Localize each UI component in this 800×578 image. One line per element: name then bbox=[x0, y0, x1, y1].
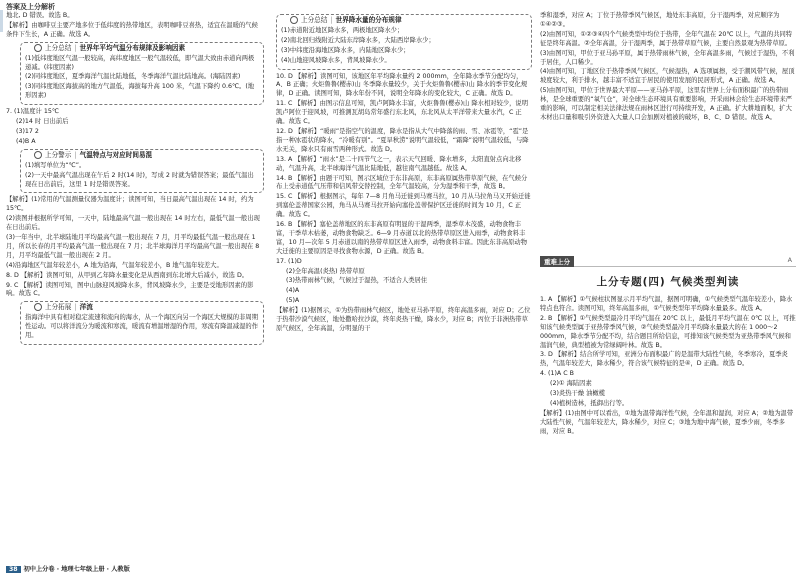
pencil-icon bbox=[34, 303, 42, 311]
book-title: 初中上分卷 · 地理七年级上册 · 人教版 bbox=[23, 566, 130, 573]
q14-answer: 14. B 【解析】由题干可知，图示区域位于东非高原，东非高原属热带草原气候，在气候分布上受赤道低气压带和信风带交替控制，全年气温较高，分为湿季和干季，故选 B。 bbox=[276, 174, 528, 191]
column-right-top bbox=[540, 12, 796, 124]
section-band bbox=[540, 256, 796, 267]
q7-line: 7. (1)温度计 15℃ bbox=[6, 108, 59, 116]
box-title: 上分总结 | 世界降水量的分布规律 bbox=[287, 16, 405, 25]
box-item: (3)中纬度沿海地区降水多，内陆地区降水少； bbox=[281, 46, 410, 54]
page-number: 38 bbox=[6, 566, 21, 573]
page-header: 答案及上分解析 bbox=[6, 3, 55, 11]
topic-q1: 1. A 【解析】①气候柱状图显示月平均气温，据图可明确，①气候类型气温年较差小，降水特点也符合。读图可知，终年高温多雨，①气候类型年平均降水量最多。故选 A。 bbox=[540, 296, 793, 312]
q7-line: (3)17 2 bbox=[16, 127, 39, 135]
q17-analysis-cont: (5)由图可知，甲位于世界最大平原——亚马孙平原，这里有世界上分布面积最广的热带雨林，是全球重要的“氧气仓”，对全球生态环境具有重要影响，开采雨林会给生态环境带来严重的影响，可以制定相关法律法规在雨林区进行可持续开发，A 正确。扩大耕地面积，扩大木材出口量和吸引外资进入大量人口会加剧对植被的破坏，B、C、D 错误。故选 A。 bbox=[540, 87, 793, 121]
section-band-label: 重难上分 bbox=[540, 256, 574, 267]
q17-analysis: 【解析】(1)据图示，①为热带雨林气候区，地处亚马孙平原，终年高温多雨，对应 D；乙位于热带沙漠气候区，地处撒哈拉沙漠，终年炎热干燥，降水少，对应 B；丙位于非洲热带草原气候区，全年高温，分明显的干 bbox=[276, 307, 531, 332]
q17-line: 17. (1)D bbox=[276, 257, 302, 265]
q5-tail: 地北, D 错误。故选 B。 bbox=[6, 12, 74, 19]
box-kind: 上分警示 bbox=[45, 150, 72, 159]
topic-q2: 2. B 【解析】①气候类型最冷月平均气温在 20℃ 以上，最低月平均气温在 0℃ 以上，可推知该气候类型属于亚热带季风气候，②气候类型最冷月平均降水量最大的在 1 000～2 000mm，降水季节分配不均，结合题目所给信息，可排知该气候类型为亚热带季风气候和温润气候，典型植被为常绿阔叶林。故选 B。 bbox=[540, 314, 796, 349]
pencil-icon bbox=[34, 44, 42, 52]
q15-answer: 15. C 【解析】根据图示，每年 7—8 月角马迁徙到马赛马拉，10 月从马拉角马又开始迁徙到塞伦盖蒂国家公园，角马从马赛马拉开始向塞伦盖蒂保护区迁徙的时间为 10 月，C 正确。故选 C。 bbox=[276, 193, 531, 219]
q7-analysis: 【解析】(1)常用的气温测量仪器为温度计；读图可知，当日最高气温出现在 14 时，约为 15℃。 bbox=[6, 196, 254, 213]
section-band-mark: A bbox=[787, 256, 792, 264]
box-heading: 世界降水量的分布规律 bbox=[335, 16, 402, 24]
pencil-icon bbox=[34, 151, 42, 159]
q17-analysis-cont: (2)由图可知，①②③④四个气候类型中均位于热带，全年气温在 20℃ 以上，气温的共同特征是终年高温。②全年高温，分干湿两季，属于热带草原气候，主要自然景观为热带草原。 bbox=[540, 30, 793, 47]
q17-line: (5)A bbox=[286, 297, 300, 305]
box-heading: 世界年平均气温分布规律及影响因素 bbox=[79, 43, 186, 52]
column-left bbox=[6, 12, 264, 348]
box-item: (3)同纬度地区海拔高的地方气温低，海拔每升高 100 米，气温下降约 0.6℃。(地形因素) bbox=[25, 83, 255, 100]
box-item: (1)低纬度地区气温一般较高，高纬度地区一般气温较低，即气温大致由赤道向两极递减。(纬度因素) bbox=[25, 54, 255, 71]
side-accent-bar bbox=[0, 10, 3, 32]
q10-answer: 10. D 【解析】读图可知，该地区年平均降水量约 2 000mm，全年降水季节分配均匀，A、B 正确；火炬鲁鲁(樱赤)山 冬季降水量较少，关于火炬鲁鲁(樱赤)山 降水的季节变化规律，D 正确。读图可知，降水年份不同，说明全年降水的变化较大，C 正确。故选 D。 bbox=[276, 72, 528, 98]
box-item: (2)同纬度地区，夏季海洋气温比陆地低，冬季海洋气温比陆地高。(海陆因素) bbox=[25, 73, 241, 81]
column-right-bottom bbox=[540, 296, 796, 438]
page-footer bbox=[6, 564, 130, 573]
box-title: 上分拓展 | 洋流 bbox=[31, 303, 96, 312]
summary-box-precipitation bbox=[276, 14, 532, 70]
q9-answer: 9. C 【解析】读图可知，图中山脉迎风坡降水多，背风坡降水少，主要是受地形因素的影响。故选 C。 bbox=[6, 281, 254, 298]
q16-answer: 16. B 【解析】塞伦盖蒂地区的东非高原有明显的干湿两季，湿季草木茂盛，动物食物丰富，干季草木枯萎，动物食物缺乏。6—9 月赤道以北的热带草原区进入雨季，动物食料丰富，10 月—次年 5 月赤道以南的热带草原区进入雨季，动物食料丰富。因此东非高原动物大迁徙的主要原因是寻找食物水源，D 正确。故选 B。 bbox=[276, 221, 528, 255]
q8-answer: 8. D 【解析】读图可知，从甲到乙年降水量变化是从西南到东北增大后减小，故选 D。 bbox=[6, 271, 249, 279]
pencil-icon bbox=[290, 16, 298, 24]
box-heading: 洋流 bbox=[79, 303, 93, 312]
q7-line: (4)B A bbox=[16, 137, 36, 145]
q11-answer: 11. C 【解析】由图示信息可知，凯卢阿降水丰富，火炬鲁鲁(樱赤)山 降水相对较少，说明凯卢阿位于迎风坡，可推测瓦胡岛常年盛行东北风，东北风从太平洋带来大量水汽，C 正确。故选 C。 bbox=[276, 100, 529, 126]
q7-analysis: (4)沿海地区气温年较差小，A 地为沿海，气温年较差小，B 地气温年较差大。 bbox=[6, 261, 223, 269]
q17-analysis-cont: (3)由图可知，甲位于亚马孙平原，属于热带雨林气候，全年高温多雨，气候过于湿热，不利于居住，人口稀少。 bbox=[540, 49, 795, 66]
box-title: 上分总结 | 世界年平均气温分布规律及影响因素 bbox=[31, 44, 188, 53]
box-heading: 气温特点与对应时间易混 bbox=[79, 150, 153, 159]
q7-analysis: (3)一年当中，北半球陆地月平均最高气温一般出现在 7 月，月平均最低气温一般出现在 1 月，所以长春的月平均最高气温一般出现在 7 月；北半球海洋月平均最高气温一般出现在 8 月，月平均最低气温一般出现在 2 月。 bbox=[6, 234, 260, 259]
box-kind: 上分总结 bbox=[45, 43, 72, 52]
topic-q4-line: 4. (1)A C B bbox=[540, 370, 574, 378]
q17-line: (4)A bbox=[286, 287, 300, 295]
topic-q4-line: (3)炎热干燥 油橄榄 bbox=[550, 390, 605, 398]
box-item: (1)填写单位为“℃”。 bbox=[25, 161, 86, 169]
q13-answer: 13. A 【解析】“雨水”是二十四节气之一，表示天气回暖、降水增多，太阳直射点向北移动，气温升高，北半球海洋气温比陆地低，越往南气温越低。故选 A。 bbox=[276, 155, 522, 172]
box-kind: 上分拓展 bbox=[45, 303, 72, 312]
box-item: (1)赤道附近地区降水多，两极地区降水少； bbox=[281, 26, 404, 34]
warning-box-temperature bbox=[20, 149, 264, 194]
topic-q4-line: (4)植树造林，抵御出行等。 bbox=[550, 399, 629, 407]
q7-line: (2)14 时 日出前后 bbox=[16, 118, 69, 126]
q6-answer: 【解析】由咖啡豆主要产地多位于低纬度的热带地区，表明咖啡豆喜热，适宜在温暖的气候条件下生长，A 正确。故选 A。 bbox=[6, 21, 258, 38]
q7-analysis: (2)读图并根据所学可知，一天中，陆地最高气温一般出现在 14 时左右，最低气温一般出现在日出前后。 bbox=[6, 215, 260, 232]
box-item: 指海洋中具有相对稳定流速和流向的海水，从一个海区向另一个海区大规模的非周期性运动。可以将洋流分为暖流和寒流，暖流有增温增湿的作用，寒流有降温减湿的作用。 bbox=[25, 314, 258, 340]
topic-title: 上分专题(四) 气候类型判读 bbox=[596, 276, 740, 288]
box-item: (4)山地迎风坡降水多，背风坡降水少。 bbox=[281, 56, 391, 64]
column-middle bbox=[276, 12, 532, 335]
box-item: (2)南北回归线附近大陆东岸降水多，大陆西岸降水少； bbox=[281, 36, 435, 44]
box-kind: 上分总结 bbox=[301, 16, 328, 24]
topic-q3: 3. D 【解析】结合所学可知，亚洲分布面积最广的是温带大陆性气候，冬季寒冷，夏季炎热，气温年较差大，降水稀少，符合该气候特征的是④，D 正确。故选 D。 bbox=[540, 351, 788, 368]
topic-q4-line: (2)① 海陆因素 bbox=[550, 380, 592, 388]
box-title: 上分警示 | 气温特点与对应时间易混 bbox=[31, 151, 155, 160]
q17-line: (2)全年高温(炎热) 热带草原 bbox=[286, 267, 365, 275]
q17-analysis-cont: (4)由图可知，丁地区位于热带季风气候区，气候湿热，A 选项属擦，受于潮风带气候，屋顶坡度较大，利于排水，越丰富不适宜于居民的使用发展的民居形式，A 正确。故选 A。 bbox=[540, 68, 795, 85]
q17-analysis-cont: 季和湿季，对应 A；丁位于热带季风气候区，地处东非高原，分干湿两季，对应顺序为①④②③。 bbox=[540, 12, 780, 28]
q17-line: (3)热带雨林气候，气候过于湿热，不适合人类居住 bbox=[286, 277, 428, 285]
summary-box-temperature bbox=[20, 42, 264, 105]
q12-answer: 12. D 【解析】“暖雨”是指空气的温度，降水是指从大气中降落的雨、雪、冰雹等，“雹”是指一种冰雹状的降水，“冷暖有别”。“夏旱秋涝”说明气温较低，“霜降”说明气温较低，与降水无关，降水只有雨雪两种形式。故选 D。 bbox=[276, 127, 529, 153]
extension-box-currents bbox=[20, 301, 264, 345]
box-item: (2)一天中最高气温出现在午后 2 时(14 时)，写成 2 时就为错误答案；最低气温出现在日出前后，这里 1 时是错误答案。 bbox=[25, 171, 254, 188]
topic-q4-analysis: 【解析】(1)由图中可以看出，①地为温带海洋性气候，全年温和湿润，对应 A；②地为温带大陆性气候，气温年较差大，降水稀少，对应 C；③地为地中海气候，夏季少雨，冬季多雨，对应 B。 bbox=[540, 409, 794, 435]
